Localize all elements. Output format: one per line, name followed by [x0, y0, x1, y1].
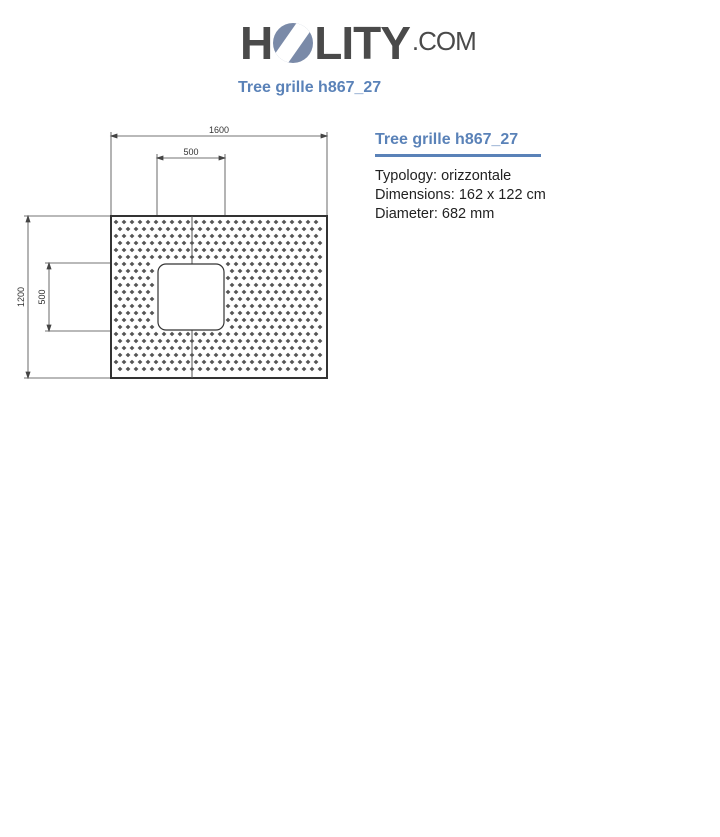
tree-hole — [158, 264, 224, 330]
tree-grille-drawing — [12, 120, 342, 390]
hole-height-dimension-label: 500 — [37, 289, 47, 305]
info-row-typology: Typology: orizzontale — [375, 168, 512, 184]
product-info — [375, 131, 635, 224]
height-dimension-label: 1200 — [16, 286, 26, 308]
holity-logo[interactable] — [240, 12, 485, 68]
logo-text-h: H — [240, 17, 273, 69]
width-dimension-label: 1600 — [208, 125, 230, 135]
logo-text-com: .COM — [411, 26, 476, 56]
info-list — [375, 167, 635, 224]
logo-text-lity: LITY — [314, 17, 410, 69]
page-title: Tree grille h867_27 — [238, 79, 382, 96]
logo-o-icon — [273, 23, 313, 63]
info-row-dimensions: Dimensions: 162 x 122 cm — [375, 187, 546, 203]
info-row-diameter: Diameter: 682 mm — [375, 206, 495, 222]
hole-width-dimension-label: 500 — [183, 147, 199, 157]
info-title: Tree grille h867_27 — [375, 131, 541, 157]
